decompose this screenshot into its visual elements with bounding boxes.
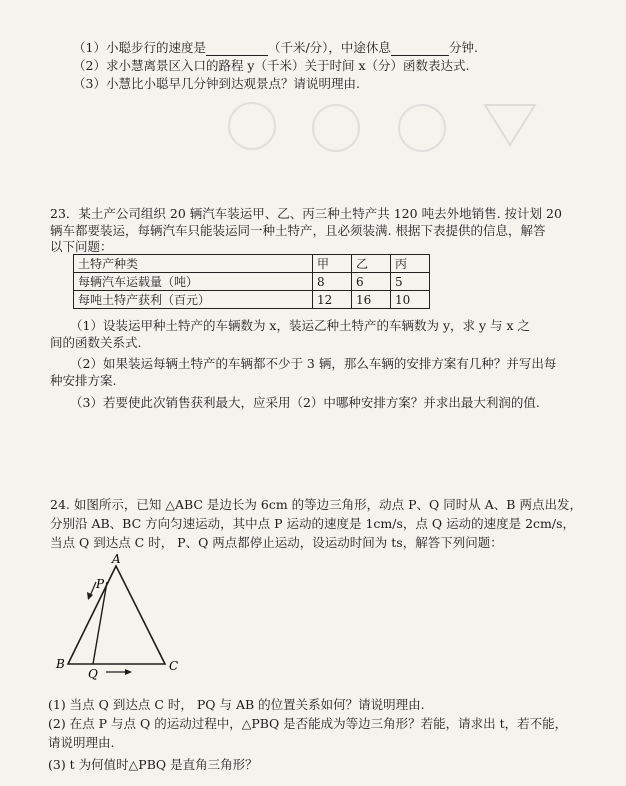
prev-q1-line: （1）小聪步行的速度是 （千米/分），中途休息 分钟. <box>73 40 478 55</box>
triangle-abc <box>68 566 165 664</box>
q23-table <box>73 254 430 309</box>
table-cell: 8 <box>313 273 352 291</box>
table-header-cell: 土特产种类 <box>74 255 313 273</box>
arrowhead-p-icon <box>87 592 93 600</box>
table-header-cell: 甲 <box>313 255 352 273</box>
q23-part3-line: （3）若要使此次销售获利最大，应采用（2）中哪种安排方案？并求出最大利润的值. <box>70 395 540 410</box>
q24-part2-line1: (2) 在点 P 与点 Q 的运动过程中，△PBQ 是否能成为等边三角形？若能，请求出 t，若不能， <box>48 716 568 731</box>
q24-stem-line2: 分别沿 AB、BC 方向匀速运动，其中点 P 运动的速度是 1cm/s，点 Q 运动的速度是 2cm/s， <box>50 516 576 531</box>
table-cell: 每吨土特产获利（百元） <box>74 291 313 309</box>
table-cell: 12 <box>313 291 352 309</box>
label-c: C <box>169 659 179 673</box>
q23-stem-line1: 23．某土产公司组织 20 辆汽车装运甲、乙、丙三种土特产共 120 吨去外地销售. 按计划 20 <box>50 206 562 221</box>
table-header-cell: 丙 <box>391 255 430 273</box>
prev-q2-line: （2）求小慧离景区入口的路程 y（千米）关于时间 x（分）函数表达式. <box>73 58 470 73</box>
table-header-row <box>74 255 430 273</box>
q23-part1-line1: （1）设装运甲种土特产的车辆数为 x，装运乙种土特产的车辆数为 y，求 y 与 x 之 <box>70 318 531 333</box>
label-q: Q <box>88 667 98 681</box>
q24-stem-line1: 24. 如图所示，已知 △ABC 是边长为 6cm 的等边三角形，动点 P、Q 同时从 A、B 两点出发， <box>50 497 582 512</box>
label-b: B <box>56 657 65 671</box>
prev-q3-line: （3）小慧比小聪早几分钟到达观景点？请说明理由. <box>73 76 360 91</box>
table-row <box>74 273 430 291</box>
bleed-circle-1 <box>228 102 276 150</box>
q23-part1-line2: 间的函数关系式. <box>50 335 142 350</box>
q24-part2-line2: 请说明理由. <box>48 735 115 750</box>
table-cell: 每辆汽车运载量（吨） <box>74 273 313 291</box>
q23-part2-line2: 种安排方案. <box>50 373 117 388</box>
label-p: P <box>96 577 105 591</box>
table-cell: 5 <box>391 273 430 291</box>
q23-part2-line1: （2）如果装运每辆土特产的车辆都不少于 3 辆，那么车辆的安排方案有几种？并写出每 <box>70 356 557 371</box>
q24-stem-line3: 当点 Q 到达点 C 时， P、Q 两点都停止运动，设运动时间为 ts，解答下列问题： <box>50 535 503 550</box>
bleed-circle-3 <box>398 104 446 152</box>
q23-stem-line3: 以下问题： <box>50 239 113 254</box>
table-row <box>74 291 430 309</box>
table-cell: 6 <box>352 273 391 291</box>
table-header-cell: 乙 <box>352 255 391 273</box>
bleed-circle-2 <box>312 104 360 152</box>
q23-stem-line2: 辆车都要装运，每辆汽车只能装运同一种土特产，且必须装满. 根据下表提供的信息，解答 <box>50 223 546 238</box>
q24-part3-line: (3) t 为何值时△PBQ 是直角三角形？ <box>48 757 258 772</box>
table-cell: 10 <box>391 291 430 309</box>
q24-part1-line: (1) 当点 Q 到达点 C 时， PQ 与 AB 的位置关系如何？请说明理由. <box>48 697 425 712</box>
table-cell: 16 <box>352 291 391 309</box>
label-a: A <box>112 552 121 566</box>
arrowhead-q-icon <box>125 669 132 675</box>
triangle-figure <box>48 552 198 682</box>
segment-pq <box>93 582 107 664</box>
bleed-triangle-icon <box>480 100 540 150</box>
